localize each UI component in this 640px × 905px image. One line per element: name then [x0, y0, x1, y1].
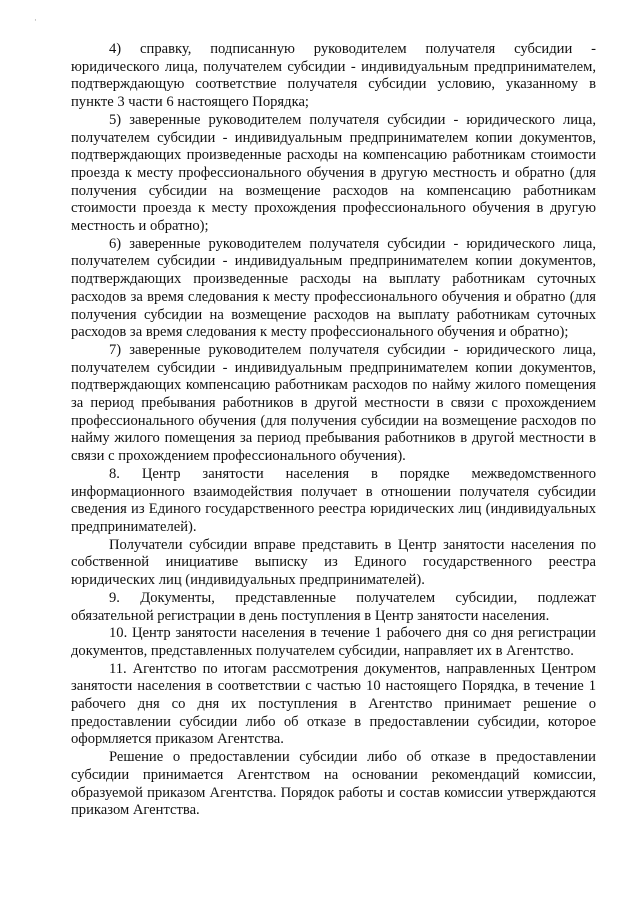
paragraph-item-5: 5) заверенные руководителем получателя субсидии - юридического лица, получателем субсидии - индивидуальным предпринимателем копии документов, подтверждающих произведенные расходы на компенсацию работникам стоимости проезда к месту профессионального обучения в другую местность и обратно (для получения субсидии на возмещение расходов на компенсацию работникам стоимости проезда к месту прохождения профессионального обучения в другую местность и обратно); [71, 111, 596, 235]
paragraph-clause-8-note: Получатели субсидии вправе представить в Центр занятости населения по собственной инициативе выписку из Единого государственного реестра юридических лиц (индивидуальных предпринимателей). [71, 536, 596, 589]
paragraph-clause-10: 10. Центр занятости населения в течение 1 рабочего дня со дня регистрации документов, представленных получателем субсидии, направляет их в Агентство. [71, 625, 596, 659]
paragraph-item-7: 7) заверенные руководителем получателя субсидии - юридического лица, получателем субсидии - индивидуальным предпринимателем копии документов, подтверждающих компенсацию работникам расходов по найму жилого помещения за период пребывания работников в другой местности в связи с прохождением профессионального обучения (для получения субсидии на возмещение расходов по найму жилого помещения за период пребывания работников в другой местности в связи с прохождением профессионального обучения). [71, 341, 596, 465]
paragraph-clause-11: 11. Агентство по итогам рассмотрения документов, направленных Центром занятости населения в соответствии с частью 10 настоящего Порядка, в течение 1 рабочего дня со дня их поступления в Агентство принимает решение о предоставлении субсидии либо об отказе в предоставлении субсидии, которое оформляется приказом Агентства. [71, 660, 596, 748]
paragraph-clause-8: 8. Центр занятости населения в порядке межведомственного информационного взаимодействия получает в отношении получателя субсидии сведения из Единого государственного реестра юридических лиц (индивидуальных предпринимателей). [71, 465, 596, 535]
paragraph-clause-9: 9. Документы, представленные получателем субсидии, подлежат обязательной регистрации в день поступления в Центр занятости населения. [71, 589, 596, 624]
paragraph-item-6: 6) заверенные руководителем получателя субсидии - юридического лица, получателем субсидии - индивидуальным предпринимателем копии документов, подтверждающих произведенные расходы на выплату работникам суточных расходов за время следования к месту профессионального обучения и обратно (для получения субсидии на возмещение расходов на выплату работникам суточных расходов за время следования к месту профессионального обучения и обратно); [71, 235, 596, 341]
scan-mark: · [34, 16, 37, 26]
paragraph-item-4: 4) справку, подписанную руководителем получателя субсидии - юридического лица, получателем субсидии - индивидуальным предпринимателем, подтверждающую соответствие получателя субсидии условию, указанному в пункте 3 части 6 настоящего Порядка; [71, 41, 596, 111]
document-body [71, 41, 596, 820]
paragraph-clause-11-note: Решение о предоставлении субсидии либо об отказе в предоставлении субсидии принимается Агентством на основании рекомендаций комиссии, образуемой приказом Агентства. Порядок работы и состав комиссии утверждаются приказом Агентства. [71, 749, 596, 819]
